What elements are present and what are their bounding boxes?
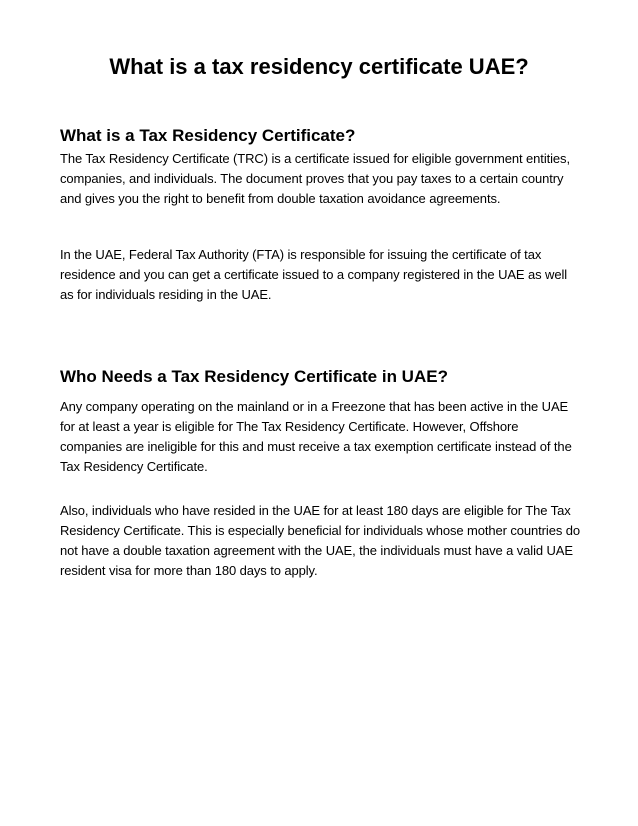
- paragraph-trc-definition: The Tax Residency Certificate (TRC) is a certificate issued for eligible government entities, companies, and individuals. The document proves that you pay taxes to a certain country and gives you the right to benefit from double taxation avoidance agreements.: [60, 151, 570, 206]
- document-title: What is a tax residency certificate UAE?: [109, 54, 529, 79]
- paragraph-fta-issuer: In the UAE, Federal Tax Authority (FTA) is responsible for issuing the certificate of tax residence and you can get a certificate issued to a company registered in the UAE as well as for individuals residing in the UAE.: [60, 247, 568, 302]
- paragraph-company-eligibility: Any company operating on the mainland or in a Freezone that has been active in the UAE for at least a year is eligible for The Tax Residency Certificate. However, Offshore companies are ineligible for this and must receive a tax exemption certificate instead of the Tax Residency Certificate.: [60, 399, 572, 474]
- section-heading-what-is-trc: What is a Tax Residency Certificate?: [60, 126, 356, 145]
- paragraph-individual-eligibility: Also, individuals who have resided in the UAE for at least 180 days are eligible for The Tax Residency Certificate. This is especially beneficial for individuals whose mother countries do not have a double taxation agreement with the UAE, the individuals must have a valid UAE resident visa for more than 180 days to apply.: [60, 503, 581, 578]
- section-heading-who-needs-trc: Who Needs a Tax Residency Certificate in UAE?: [60, 367, 448, 386]
